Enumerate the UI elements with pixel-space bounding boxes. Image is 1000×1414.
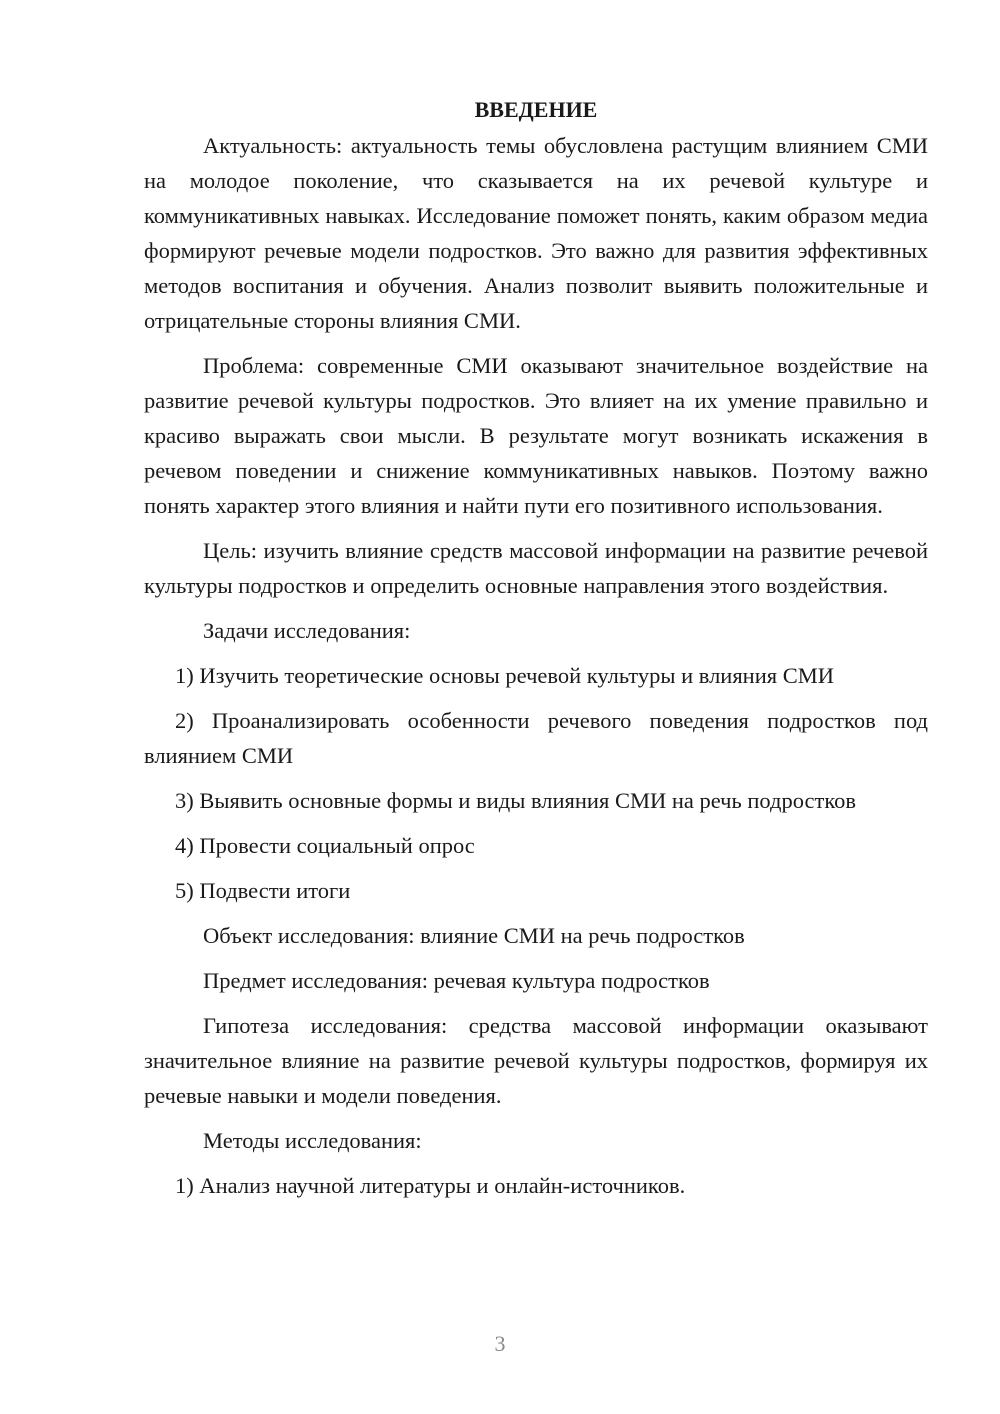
paragraph-problem: Проблема: современные СМИ оказывают значительное воздействие на развитие речевой культуры подростков. Это влияет на их умение правильно и красиво выражать свои мысли. В результате могут возникать искажения в речевом поведении и снижение коммуникативных навыков. Поэтому важно понять характер этого влияния и найти пути его позитивного использования. bbox=[144, 353, 928, 518]
tasks-heading: Задачи исследования: bbox=[203, 618, 411, 643]
method-item-1: 1) Анализ научной литературы и онлайн-источников. bbox=[175, 1173, 686, 1198]
paragraph-goal: Цель: изучить влияние средств массовой информации на развитие речевой культуры подростков и определить основные направления этого воздействия. bbox=[144, 538, 928, 598]
page-content bbox=[144, 92, 928, 1213]
paragraph-relevance: Актуальность: актуальность темы обусловлена растущим влиянием СМИ на молодое поколение, что сказывается на их речевой культуре и коммуникативных навыках. Исследование поможет понять, каким образом медиа формируют речевые модели подростков. Это важно для развития эффективных методов воспитания и обучения. Анализ позволит выявить положительные и отрицательные стороны влияния СМИ. bbox=[144, 133, 928, 333]
task-item-4: 4) Провести социальный опрос bbox=[175, 833, 475, 858]
methods-heading: Методы исследования: bbox=[203, 1128, 422, 1153]
research-subject: Предмет исследования: речевая культура подростков bbox=[203, 968, 710, 993]
task-item-2: 2) Проанализировать особенности речевого поведения подростков под влиянием СМИ bbox=[144, 708, 928, 768]
paragraph-hypothesis: Гипотеза исследования: средства массовой информации оказывают значительное влияние на развитие речевой культуры подростков, формируя их речевые навыки и модели поведения. bbox=[144, 1013, 928, 1108]
task-item-1: 1) Изучить теоретические основы речевой культуры и влияния СМИ bbox=[175, 663, 835, 688]
task-item-5: 5) Подвести итоги bbox=[175, 878, 351, 903]
research-object: Объект исследования: влияние СМИ на речь подростков bbox=[203, 923, 745, 948]
section-title: ВВЕДЕНИЕ bbox=[474, 97, 598, 122]
page-number: 3 bbox=[494, 1331, 506, 1356]
task-item-3: 3) Выявить основные формы и виды влияния СМИ на речь подростков bbox=[175, 788, 856, 813]
